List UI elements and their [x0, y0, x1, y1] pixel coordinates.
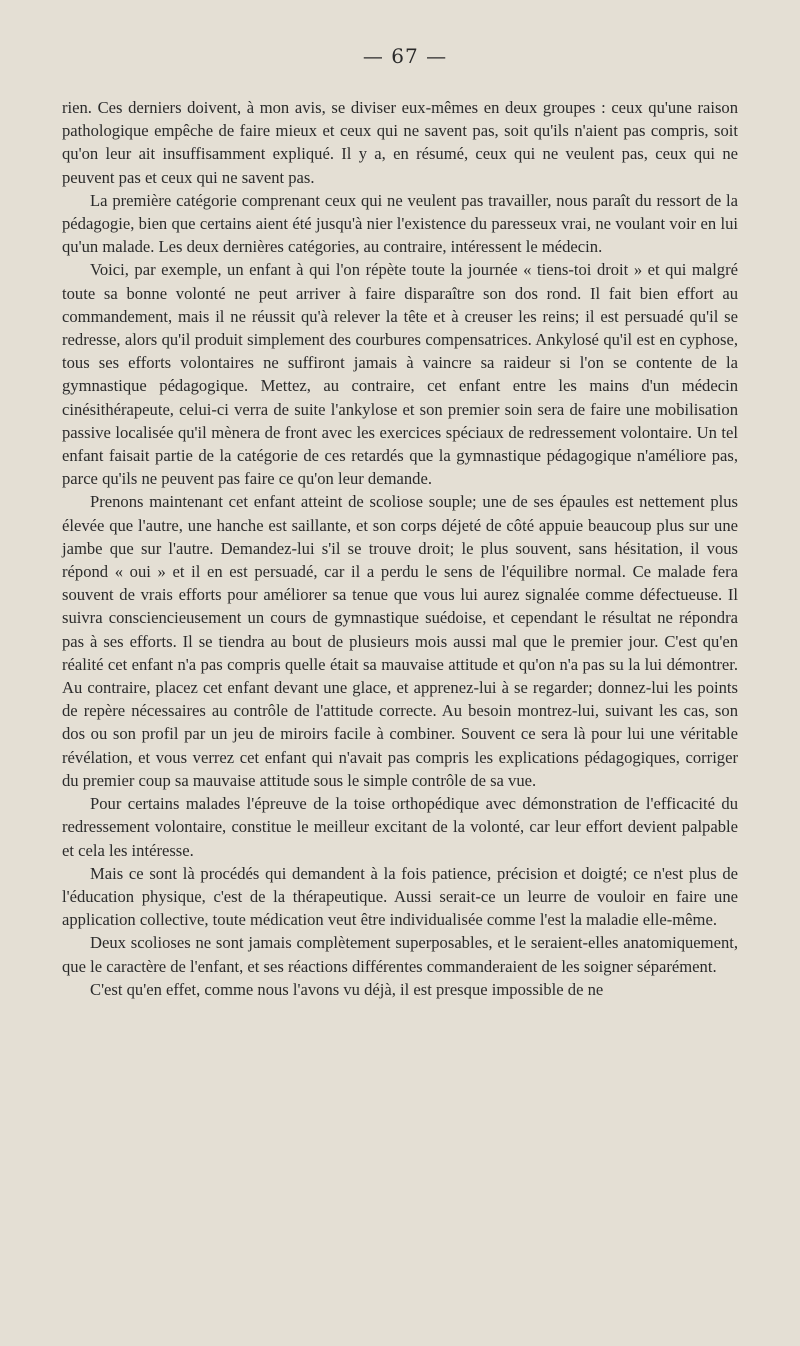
paragraph-7: Deux scolioses ne sont jamais complètement superposables, et le seraient-elles anatomiquement, que le caractère de l'enfant, et ses réactions différentes commanderaient de les soigner séparément.: [62, 933, 738, 976]
paragraph-2: La première catégorie comprenant ceux qui ne veulent pas travailler, nous paraît du ressort de la pédagogie, bien que certains aient été jusqu'à nier l'existence du paresseux vrai, ne voulant voir en lui qu'un malade. Les deux dernières catégories, au contraire, intéressent le médecin.: [62, 190, 738, 257]
paragraph-5: Pour certains malades l'épreuve de la toise orthopédique avec démonstration de l'efficacité du redressement volontaire, constitue le meilleur excitant de la volonté, car leur effort devient palpable et cela les intéresse.: [62, 794, 738, 860]
paragraph-6: Mais ce sont là procédés qui demandent à la fois patience, précision et doigté; ce n'est plus de l'éducation physique, c'est de la thérapeutique. Aussi serait-ce un leurre de vouloir en faire une application collective, toute médication veut être individualisée comme l'est la maladie elle-même.: [62, 863, 738, 930]
body-text: [62, 96, 738, 1001]
paragraph-4: Prenons maintenant cet enfant atteint de scoliose souple; une de ses épaules est nettement plus élevée que l'autre, une hanche est saillante, et son corps déjeté de côté appuie beaucoup plus sur une jambe que sur l'autre. Demandez-lui s'il se trouve droit; le plus souvent, sans hésitation, il vous répond « oui » et il en est persuadé, car il a perdu le sens de l'équilibre normal. Ce malade fera souvent de vrais efforts pour améliorer sa tenue que vous lui aurez signalée comme défectueuse. Il suivra consciencieusement un cours de gymnastique suédoise, et cependant le résultat ne répondra pas à ses efforts. Il se tiendra au bout de plusieurs mois aussi mal que le premier jour. C'est qu'en réalité cet enfant n'a pas compris quelle était sa mauvaise attitude et qu'on n'a pas su la lui démontrer. Au contraire, placez cet enfant devant une glace, et apprenez-lui à se regarder; donnez-lui les points de repère nécessaires au contrôle de l'attitude correcte. Au besoin montrez-lui, suivant les cas, son dos ou son profil par un jeu de miroirs facile à combiner. Souvent ce sera là pour lui une véritable révélation, et vous verrez cet enfant qui n'avait pas compris les explications pédagogiques, corriger du premier coup sa mauvaise attitude sous le simple contrôle de sa vue.: [62, 492, 738, 790]
paragraph-8: C'est qu'en effet, comme nous l'avons vu déjà, il est presque impossible de ne: [90, 979, 604, 999]
paragraph-3: Voici, par exemple, un enfant à qui l'on répète toute la journée « tiens-toi droit » et qui malgré toute sa bonne volonté ne peut arriver à faire disparaître son dos rond. Il fait bien effort au commandement, mais il ne réussit qu'à relever la tête et à creuser les reins; il est persuadé qu'il se redresse, alors qu'il produit simplement des courbures compensatrices. Ankylosé qu'il est en cyphose, tous ses efforts volontaires ne suffiront jamais à vaincre sa raideur si l'on se contente de la gymnastique pédagogique. Mettez, au contraire, cet enfant entre les mains d'un médecin cinésithérapeute, celui-ci verra de suite l'ankylose et son premier soin sera de faire une mobilisation passive localisée qu'il mènera de front avec les exercices spéciaux de redressement volontaire. Un tel enfant faisait partie de la catégorie de ces retardés que la gymnastique pédagogique n'améliore pas, parce qu'ils ne peuvent pas faire ce qu'on leur demande.: [62, 260, 738, 489]
paragraph-1: rien. Ces derniers doivent, à mon avis, se diviser eux-mêmes en deux groupes : ceux qu'une raison pathologique empêche de faire mieux et ceux qui ne savent pas, soit qu'ils n'aient pas compris, soit qu'on leur ait insuffisamment expliqué. Il y a, en résumé, ceux qui ne veulent pas, ceux qui ne peuvent pas et ceux qui ne savent pas.: [62, 98, 738, 187]
page-number: — 67 —: [362, 44, 448, 68]
